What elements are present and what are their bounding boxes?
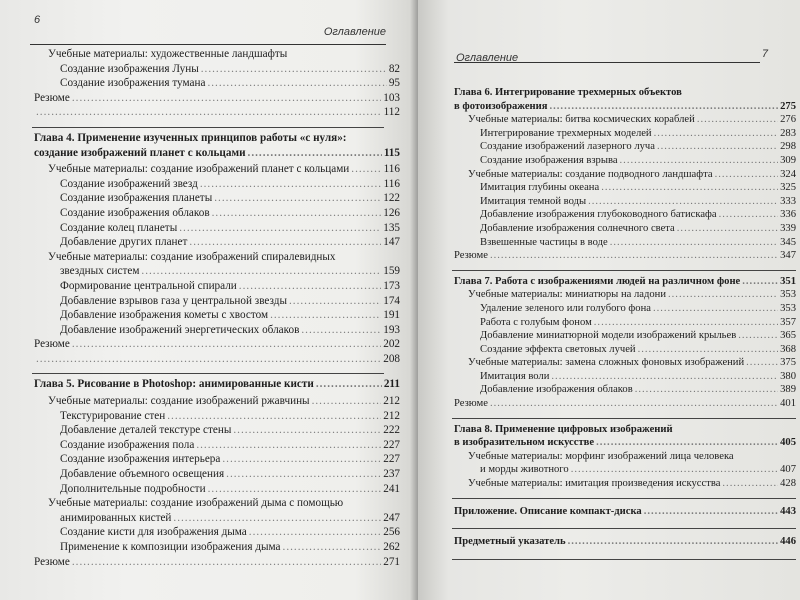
chapter-separator xyxy=(452,528,796,529)
toc-entry[interactable] xyxy=(34,250,400,265)
entry-title: Создание изображений звезд xyxy=(60,177,198,190)
toc-entry[interactable] xyxy=(34,235,400,250)
chapter-separator xyxy=(452,418,796,419)
toc-entry[interactable] xyxy=(34,423,400,438)
right-page-header xyxy=(454,44,796,62)
dot-leader xyxy=(179,221,381,236)
chapter-separator xyxy=(452,559,796,560)
chapter-separator xyxy=(32,373,384,374)
toc-list xyxy=(454,450,796,491)
toc-entry[interactable] xyxy=(34,323,400,338)
dot-leader xyxy=(677,222,778,236)
page-ref: 256 xyxy=(383,526,400,539)
toc-entry[interactable] xyxy=(454,249,796,263)
toc-entry[interactable] xyxy=(34,206,400,221)
page-ref: 212 xyxy=(383,409,400,422)
page-ref: 82 xyxy=(388,62,400,75)
page-ref: 336 xyxy=(780,209,796,221)
entry-title: Создание изображения интерьера xyxy=(60,453,221,466)
page-ref: 276 xyxy=(780,114,796,126)
page-number: 6 xyxy=(34,14,41,26)
toc-entry[interactable] xyxy=(454,140,796,154)
left-page-header xyxy=(34,10,400,38)
toc-entry[interactable] xyxy=(34,511,400,526)
right-page xyxy=(418,0,800,600)
page-ref: 275 xyxy=(780,100,796,112)
page-ref: 333 xyxy=(780,195,796,207)
entry-title: Учебные материалы: имитация произведения искусства xyxy=(468,478,721,490)
page-number: 7 xyxy=(761,48,768,60)
appendix-entry[interactable]: Приложение. Описание компакт-диска ..... 443 xyxy=(454,505,796,519)
toc-appendix xyxy=(454,505,796,519)
toc-entry[interactable] xyxy=(454,343,796,357)
entry-title: Добавление миниатюрной модели изображений крыльев xyxy=(480,330,737,342)
chapter-heading[interactable]: Глава 7. Работа с изображениями людей на различном фоне ..... 351 xyxy=(454,275,796,289)
entry-title: Имитация глубины океана xyxy=(480,182,600,194)
dot-leader xyxy=(289,294,381,309)
toc-entry[interactable] xyxy=(34,294,400,309)
entry-title: Учебные материалы: создание изображений дыма с помощью xyxy=(48,497,344,510)
chapter-separator xyxy=(32,127,384,128)
toc-entry[interactable] xyxy=(34,337,400,352)
toc-entry[interactable] xyxy=(34,62,400,77)
chapter-heading[interactable]: Глава 4. Применение изученных принципов работы «с нуля»: xyxy=(34,131,347,144)
entry-title: Добавление других планет xyxy=(60,236,188,249)
toc-entry[interactable] xyxy=(454,383,796,397)
toc-entry[interactable] xyxy=(34,91,400,106)
dot-leader xyxy=(72,91,381,106)
dot-leader xyxy=(222,452,381,467)
toc-chapter-4 xyxy=(34,131,400,160)
dot-leader xyxy=(610,236,778,250)
dot-leader xyxy=(490,397,778,411)
page-ref: 208 xyxy=(383,352,400,365)
toc-entry[interactable] xyxy=(34,47,400,62)
chapter-heading[interactable]: Глава 8. Применение цифровых изображений xyxy=(454,423,673,435)
page-ref: 375 xyxy=(780,357,796,369)
entry-title: Резюме xyxy=(34,91,70,104)
entry-title: Резюме xyxy=(454,398,488,410)
entry-title: Работа с голубым фоном xyxy=(480,316,592,328)
dot-leader xyxy=(200,177,382,192)
page-ref: 324 xyxy=(780,168,796,180)
entry-title: Добавление изображения кометы с хвостом xyxy=(60,309,269,322)
dot-leader xyxy=(722,477,778,491)
toc-entry[interactable] xyxy=(454,356,796,370)
dot-leader xyxy=(301,323,381,338)
entry-title: Добавление изображений энергетических облаков xyxy=(60,323,300,336)
dot-leader xyxy=(36,352,381,367)
page-ref: 95 xyxy=(388,77,400,90)
toc-entry[interactable] xyxy=(34,409,400,424)
dot-leader xyxy=(36,105,382,120)
page-ref: 222 xyxy=(383,424,400,437)
header-rule xyxy=(30,44,386,45)
dot-leader xyxy=(601,181,778,195)
page-ref: 116 xyxy=(383,163,400,176)
page-ref: 405 xyxy=(780,437,796,449)
entry-title: Резюме xyxy=(34,555,70,568)
entry-title: Учебные материалы: художественные ландшафты xyxy=(48,48,288,60)
toc-entry[interactable] xyxy=(34,394,400,409)
chapter-heading[interactable]: Глава 6. Интегрирование трехмерных объектов xyxy=(454,87,682,98)
entry-title: Создание изображения пола xyxy=(60,438,195,451)
entry-title: Резюме xyxy=(34,338,70,351)
dot-leader xyxy=(212,206,382,221)
page-ref: 357 xyxy=(780,316,796,328)
page-ref: 193 xyxy=(383,323,400,336)
entry-title: анимированных кистей xyxy=(60,511,172,524)
toc-entry[interactable] xyxy=(34,352,400,367)
page-ref: 227 xyxy=(383,453,400,466)
entry-title: Учебные материалы: создание изображений ржавчины xyxy=(48,395,310,408)
toc-entry[interactable] xyxy=(34,496,400,511)
toc-index xyxy=(454,535,796,549)
toc-list xyxy=(454,288,796,410)
entry-title: Применение к композиции изображения дыма xyxy=(60,541,281,553)
dot-leader xyxy=(588,195,778,209)
page-ref: 368 xyxy=(780,343,796,355)
entry-title: Учебные материалы: миниатюры на ладони xyxy=(468,289,666,301)
toc-entry[interactable] xyxy=(34,555,400,570)
toc-entry[interactable] xyxy=(454,370,796,384)
dot-leader xyxy=(196,438,381,453)
dot-leader xyxy=(233,423,381,438)
toc-chapter-8 xyxy=(454,423,796,450)
dot-leader xyxy=(697,113,778,127)
page-ref: 309 xyxy=(780,154,796,166)
page-ref: 211 xyxy=(383,378,400,391)
page-ref: 325 xyxy=(780,182,796,194)
entry-title: Учебные материалы: морфинг изображений лица человека xyxy=(468,450,734,462)
page-ref: 237 xyxy=(383,468,400,481)
page-ref: 271 xyxy=(383,555,400,568)
toc-entry[interactable] xyxy=(454,113,796,127)
toc-entry[interactable] xyxy=(454,329,796,343)
dot-leader xyxy=(167,409,381,424)
page-ref: 347 xyxy=(780,250,796,262)
page-ref: 126 xyxy=(383,206,400,219)
entry-title: Имитация темной воды xyxy=(480,195,587,207)
dot-leader xyxy=(173,511,381,526)
page-ref: 407 xyxy=(780,464,796,476)
page-ref: 262 xyxy=(383,541,400,553)
entry-title: Создание колец планеты xyxy=(60,221,178,234)
entry-title: звездных систем xyxy=(60,265,140,278)
entry-title: Взвешенные частицы в воде xyxy=(480,236,608,248)
page-ref: 401 xyxy=(780,398,796,410)
entry-title: Удаление зеленого или голубого фона xyxy=(480,302,651,314)
dot-leader xyxy=(351,162,381,177)
entry-title: Текстурирование стен xyxy=(60,409,166,422)
toc-entry[interactable] xyxy=(454,477,796,491)
toc-entry[interactable] xyxy=(34,525,400,540)
toc-entry[interactable] xyxy=(34,482,400,497)
page-ref: 353 xyxy=(780,302,796,314)
page-ref: 443 xyxy=(780,505,796,517)
dot-leader xyxy=(208,482,382,497)
dot-leader xyxy=(620,154,779,168)
page-ref: 247 xyxy=(383,511,400,524)
entry-title: Учебные материалы: замена сложных фоновых изображений xyxy=(468,357,745,369)
page-ref: 173 xyxy=(383,279,400,292)
toc-entry[interactable] xyxy=(34,191,400,206)
entry-title: Учебные материалы: битва космических кораблей xyxy=(468,114,695,126)
page-ref: 159 xyxy=(383,265,400,278)
dot-leader xyxy=(226,467,381,482)
entry-title: Добавление изображения облаков xyxy=(480,384,633,396)
toc-entry[interactable] xyxy=(34,308,400,323)
page-ref: 380 xyxy=(780,370,796,382)
entry-title: Учебные материалы: создание изображений спиралевидных xyxy=(48,250,336,263)
entry-title: Добавление взрывов газа у центральной звезды xyxy=(60,294,287,307)
page-ref: 365 xyxy=(780,330,796,342)
page-ref: 212 xyxy=(383,395,400,408)
toc-entry[interactable] xyxy=(34,177,400,192)
running-title: Оглавление xyxy=(323,26,386,38)
page-ref: 122 xyxy=(383,192,400,205)
toc-entry[interactable] xyxy=(454,288,796,302)
dot-leader xyxy=(738,329,778,343)
entry-title: Учебные материалы: создание подводного ландшафта xyxy=(468,168,713,180)
toc-chapter-7 xyxy=(454,275,796,289)
dot-leader xyxy=(270,308,381,323)
page-ref: 227 xyxy=(383,438,400,451)
toc-chapter-5 xyxy=(34,377,400,392)
dot-leader xyxy=(719,208,779,222)
entry-title: Учебные материалы: создание изображений планет с кольцами xyxy=(48,163,350,176)
page-ref: 428 xyxy=(780,478,796,490)
toc-entry[interactable] xyxy=(34,467,400,482)
dot-leader xyxy=(635,383,778,397)
dot-leader xyxy=(201,62,387,77)
page-ref: 174 xyxy=(383,294,400,307)
entry-title: Имитация воли xyxy=(480,370,550,382)
page-ref: 446 xyxy=(780,536,796,548)
dot-leader xyxy=(551,370,778,384)
dot-leader xyxy=(312,394,382,409)
toc-entry[interactable] xyxy=(34,540,400,555)
page-ref: 241 xyxy=(383,482,400,495)
page-ref: 191 xyxy=(383,309,400,322)
toc-entry[interactable] xyxy=(454,127,796,141)
toc-entry[interactable] xyxy=(34,279,400,294)
entry-title: и морды животного xyxy=(480,464,569,476)
page-ref: 202 xyxy=(383,338,400,351)
toc-entry[interactable] xyxy=(34,452,400,467)
dot-leader xyxy=(141,264,381,279)
chapter-heading[interactable]: создание изображений планет с кольцами ..... 115 xyxy=(34,146,400,161)
entry-title: Создание изображения тумана xyxy=(60,77,206,90)
dot-leader xyxy=(490,249,778,263)
dot-leader xyxy=(249,525,381,540)
toc-entry[interactable] xyxy=(34,221,400,236)
page-ref: 147 xyxy=(383,236,400,249)
page-ref: 389 xyxy=(780,384,796,396)
entry-title: Добавление объемного освещения xyxy=(60,468,225,481)
index-entry[interactable]: Предметный указатель ..... 446 xyxy=(454,535,796,549)
page-ref: 135 xyxy=(383,221,400,234)
toc-entry[interactable] xyxy=(454,154,796,168)
entry-title: Создание изображения Луны xyxy=(60,62,199,75)
dot-leader xyxy=(654,127,779,141)
dot-leader xyxy=(746,356,778,370)
toc-chapter-6 xyxy=(454,86,796,113)
dot-leader xyxy=(72,337,381,352)
entry-title: Резюме xyxy=(454,250,488,262)
entry-title: Дополнительные подробности xyxy=(60,482,206,495)
entry-title: Создание изображений лазерного луча xyxy=(480,141,655,153)
chapter-separator xyxy=(452,270,796,271)
dot-leader xyxy=(189,235,381,250)
toc-entry[interactable] xyxy=(454,397,796,411)
entry-title: Интегрирование трехмерных моделей xyxy=(480,127,652,139)
page-ref: 298 xyxy=(780,141,796,153)
page-ref: 283 xyxy=(780,127,796,139)
toc-entry[interactable] xyxy=(34,264,400,279)
running-title: Оглавление xyxy=(456,52,519,64)
header-rule xyxy=(454,62,760,63)
entry-title: Добавление изображения солнечного света xyxy=(480,222,675,234)
toc-list xyxy=(454,113,796,263)
page-ref: 351 xyxy=(780,275,796,287)
page-ref: 112 xyxy=(383,106,400,119)
chapter-separator xyxy=(452,498,796,499)
dot-leader xyxy=(638,343,779,357)
chapter-heading[interactable]: в фотоизображения ..... 275 xyxy=(454,100,796,114)
entry-title: Создание изображения планеты xyxy=(60,192,213,205)
toc-list xyxy=(34,394,400,569)
page-ref: 103 xyxy=(383,91,400,104)
dot-leader xyxy=(207,76,386,91)
toc-entry[interactable] xyxy=(454,302,796,316)
toc-entry[interactable] xyxy=(454,195,796,209)
entry-title: Добавление изображения глубоководного батискафа xyxy=(480,209,717,221)
toc-list xyxy=(34,162,400,366)
dot-leader xyxy=(283,540,382,555)
entry-title: Создание кисти для изображения дыма xyxy=(60,526,247,539)
page-ref: 116 xyxy=(383,177,400,190)
dot-leader xyxy=(594,316,778,330)
toc-entry[interactable] xyxy=(454,463,796,477)
dot-leader xyxy=(571,463,778,477)
toc-entry[interactable] xyxy=(34,438,400,453)
entry-title: Создание изображения взрыва xyxy=(480,154,618,166)
page-ref: 345 xyxy=(780,236,796,248)
entry-title: Формирование центральной спирали xyxy=(60,279,237,292)
entry-title: Добавление деталей текстуре стены xyxy=(60,424,232,437)
dot-leader xyxy=(72,555,381,570)
toc-entry[interactable] xyxy=(34,162,400,177)
dot-leader xyxy=(653,302,778,316)
chapter-heading[interactable]: в изобразительном искусстве ..... 405 xyxy=(454,436,796,450)
toc-entry[interactable] xyxy=(454,236,796,250)
toc-entry[interactable] xyxy=(34,105,400,120)
toc-entry[interactable] xyxy=(454,316,796,330)
page-ref: 353 xyxy=(780,289,796,301)
entry-title: Создание эффекта световых лучей xyxy=(480,343,636,355)
entry-title: Создание изображения облаков xyxy=(60,206,210,219)
toc-list xyxy=(34,47,400,120)
toc-entry[interactable] xyxy=(454,222,796,236)
toc-entry[interactable] xyxy=(454,450,796,464)
dot-leader xyxy=(214,191,381,206)
page-ref: 115 xyxy=(383,146,400,159)
chapter-heading[interactable]: Глава 5. Рисование в Photoshop: анимированные кисти ..... 211 xyxy=(34,377,400,392)
dot-leader xyxy=(239,279,381,294)
toc-entry[interactable] xyxy=(454,168,796,182)
dot-leader xyxy=(715,168,779,182)
page-ref: 339 xyxy=(780,222,796,234)
toc-entry[interactable] xyxy=(454,208,796,222)
toc-entry[interactable] xyxy=(454,181,796,195)
toc-entry[interactable] xyxy=(34,76,400,91)
dot-leader xyxy=(668,288,778,302)
dot-leader xyxy=(657,140,778,154)
